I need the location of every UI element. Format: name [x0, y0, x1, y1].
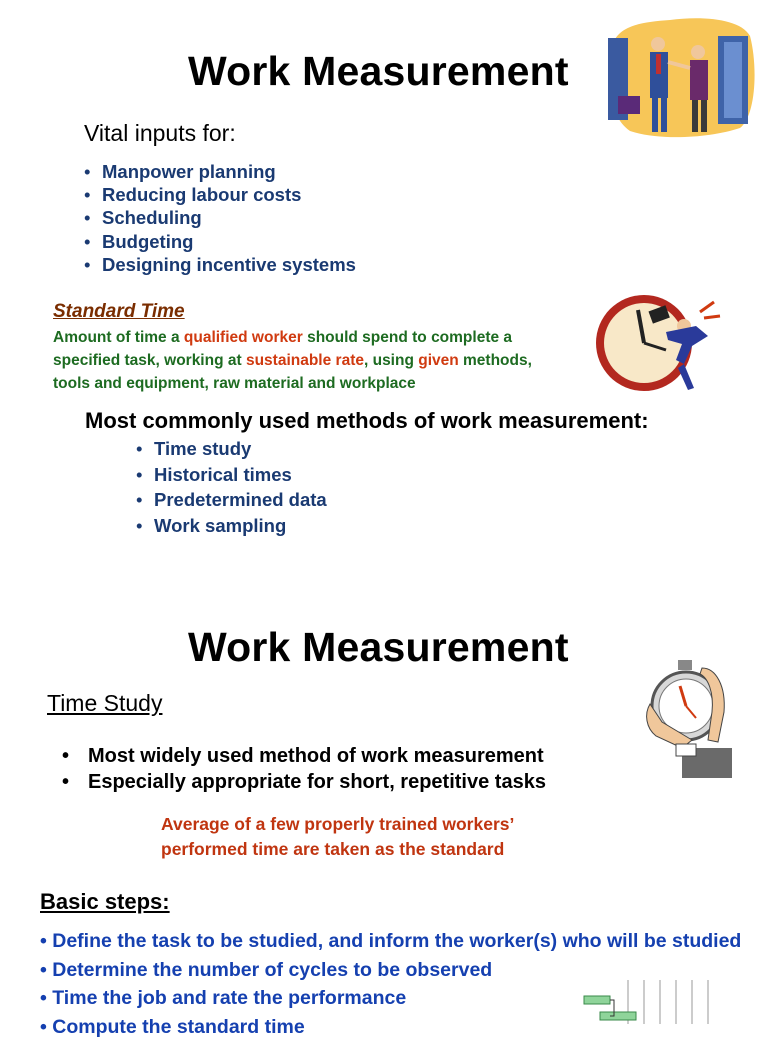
list-item: • Define the task to be studied, and inform the worker(s) who will be studied [40, 927, 741, 956]
vital-inputs-list [84, 160, 356, 276]
standard-time-title: Standard Time [53, 301, 185, 323]
list-item: • Time study [136, 436, 327, 462]
stopwatch-clipart [642, 656, 738, 782]
list-item: • Most widely used method of work measurement [62, 743, 546, 769]
list-item: • Designing incentive systems [84, 253, 356, 276]
list-item: • Work sampling [136, 513, 327, 539]
list-item: • Manpower planning [84, 160, 356, 183]
list-item: • Determine the number of cycles to be observed [40, 956, 741, 985]
vital-inputs-heading: Vital inputs for: [84, 120, 236, 147]
basic-steps-heading: Basic steps: [40, 889, 170, 915]
list-item: • Especially appropriate for short, repetitive tasks [62, 769, 546, 795]
standard-time-definition: Amount of time a qualified worker should spend to complete a specified task, working at sustainable rate, using given methods, tools and equipment, raw material and workplace [53, 326, 553, 395]
time-study-subtitle: Time Study [47, 690, 162, 717]
business-meeting-clipart [600, 16, 758, 140]
list-item: • Budgeting [84, 230, 356, 253]
list-item: • Historical times [136, 462, 327, 488]
slide1-title: Work Measurement [188, 48, 569, 95]
time-study-bullets [62, 743, 546, 795]
list-item: • Time the job and rate the performance [40, 984, 741, 1013]
standard-note: Average of a few properly trained workers’ performed time are taken as the standard [161, 812, 514, 862]
list-item: • Scheduling [84, 206, 356, 229]
methods-heading: Most commonly used methods of work measurement: [85, 408, 649, 434]
timeline-chart-clipart [580, 976, 730, 1024]
list-item: • Predetermined data [136, 487, 327, 513]
list-item: • Reducing labour costs [84, 183, 356, 206]
methods-list [136, 436, 327, 539]
slide2-title: Work Measurement [188, 624, 569, 671]
list-item: • Compute the standard time [40, 1013, 741, 1041]
clock-runner-clipart [596, 288, 722, 398]
